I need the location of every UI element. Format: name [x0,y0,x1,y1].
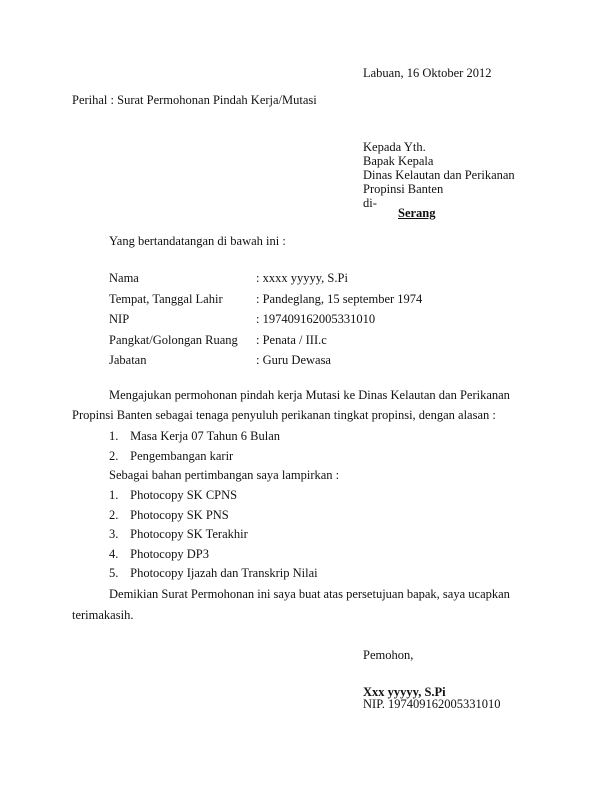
identity-label: Pangkat/Golongan Ruang [109,332,238,347]
signoff-text: Pemohon, [363,648,414,662]
list-number: 1. [109,488,119,502]
attachments-heading: Sebagai bahan pertimbangan saya lampirkan : [109,468,340,482]
attachments-list [109,488,318,586]
identity-value: : Penata / III.c [256,332,327,347]
identity-row-nip [109,312,422,333]
identity-label: Nama [109,271,139,285]
letter-subject: Perihal : Surat Permohonan Pindah Kerja/Mutasi [72,93,317,107]
intro-text: Yang bertandatangan di bawah ini : [109,234,286,248]
identity-value: : 197409162005331010 [256,312,376,326]
list-number: 3. [109,527,119,542]
identity-value: : xxxx yyyyy, S.Pi [256,271,348,285]
list-item [109,449,280,469]
list-item [109,429,280,449]
identity-value: : Guru Dewasa [256,353,331,367]
signer-name: Xxx yyyyy, S.Pi [363,685,446,699]
list-number: 1. [109,429,119,443]
recipient-city: Serang [398,206,436,220]
list-number: 2. [109,507,119,522]
list-text: Photocopy SK PNS [130,507,229,522]
list-text: Photocopy Ijazah dan Transkrip Nilai [130,566,318,581]
identity-label: NIP [109,312,130,326]
identity-table [109,271,422,374]
request-paragraph-line: Propinsi Banten sebagai tenaga penyuluh perikanan tingkat propinsi, dengan alasan : [72,408,496,422]
list-text: Masa Kerja 07 Tahun 6 Bulan [130,429,281,443]
letter-date: Labuan, 16 Oktober 2012 [363,66,492,80]
closing-paragraph-line: terimakasih. [72,608,134,622]
list-item [109,566,318,586]
list-number: 4. [109,546,119,561]
recipient-line: di- [363,196,377,210]
reasons-list [109,429,280,468]
list-number: 5. [109,566,119,581]
closing-paragraph-line: Demikian Surat Permohonan ini saya buat atas persetujuan bapak, saya ucapkan [109,587,510,601]
recipient-line: Bapak Kepala [363,154,434,168]
request-paragraph-line: Mengajukan permohonan pindah kerja Mutasi ke Dinas Kelautan dan Perikanan [109,388,510,402]
list-text: Photocopy DP3 [130,546,209,561]
list-text: Photocopy SK CPNS [130,488,238,502]
identity-row-birth [109,292,422,313]
identity-row-name [109,271,422,292]
list-item [109,547,318,567]
recipient-line: Kepada Yth. [363,140,426,154]
list-item [109,508,318,528]
identity-row-position [109,353,422,374]
identity-value: : Pandeglang, 15 september 1974 [256,291,423,306]
identity-row-rank [109,333,422,354]
identity-label: Tempat, Tanggal Lahir [109,291,223,306]
list-item [109,488,318,508]
signer-nip: NIP. 197409162005331010 [363,697,501,711]
recipient-line: Dinas Kelautan dan Perikanan [363,168,515,182]
list-text: Photocopy SK Terakhir [130,527,248,542]
list-text: Pengembangan karir [130,448,234,463]
identity-label: Jabatan [109,353,147,367]
list-number: 2. [109,448,119,463]
list-item [109,527,318,547]
recipient-line: Propinsi Banten [363,182,444,196]
recipient-address [363,140,515,210]
